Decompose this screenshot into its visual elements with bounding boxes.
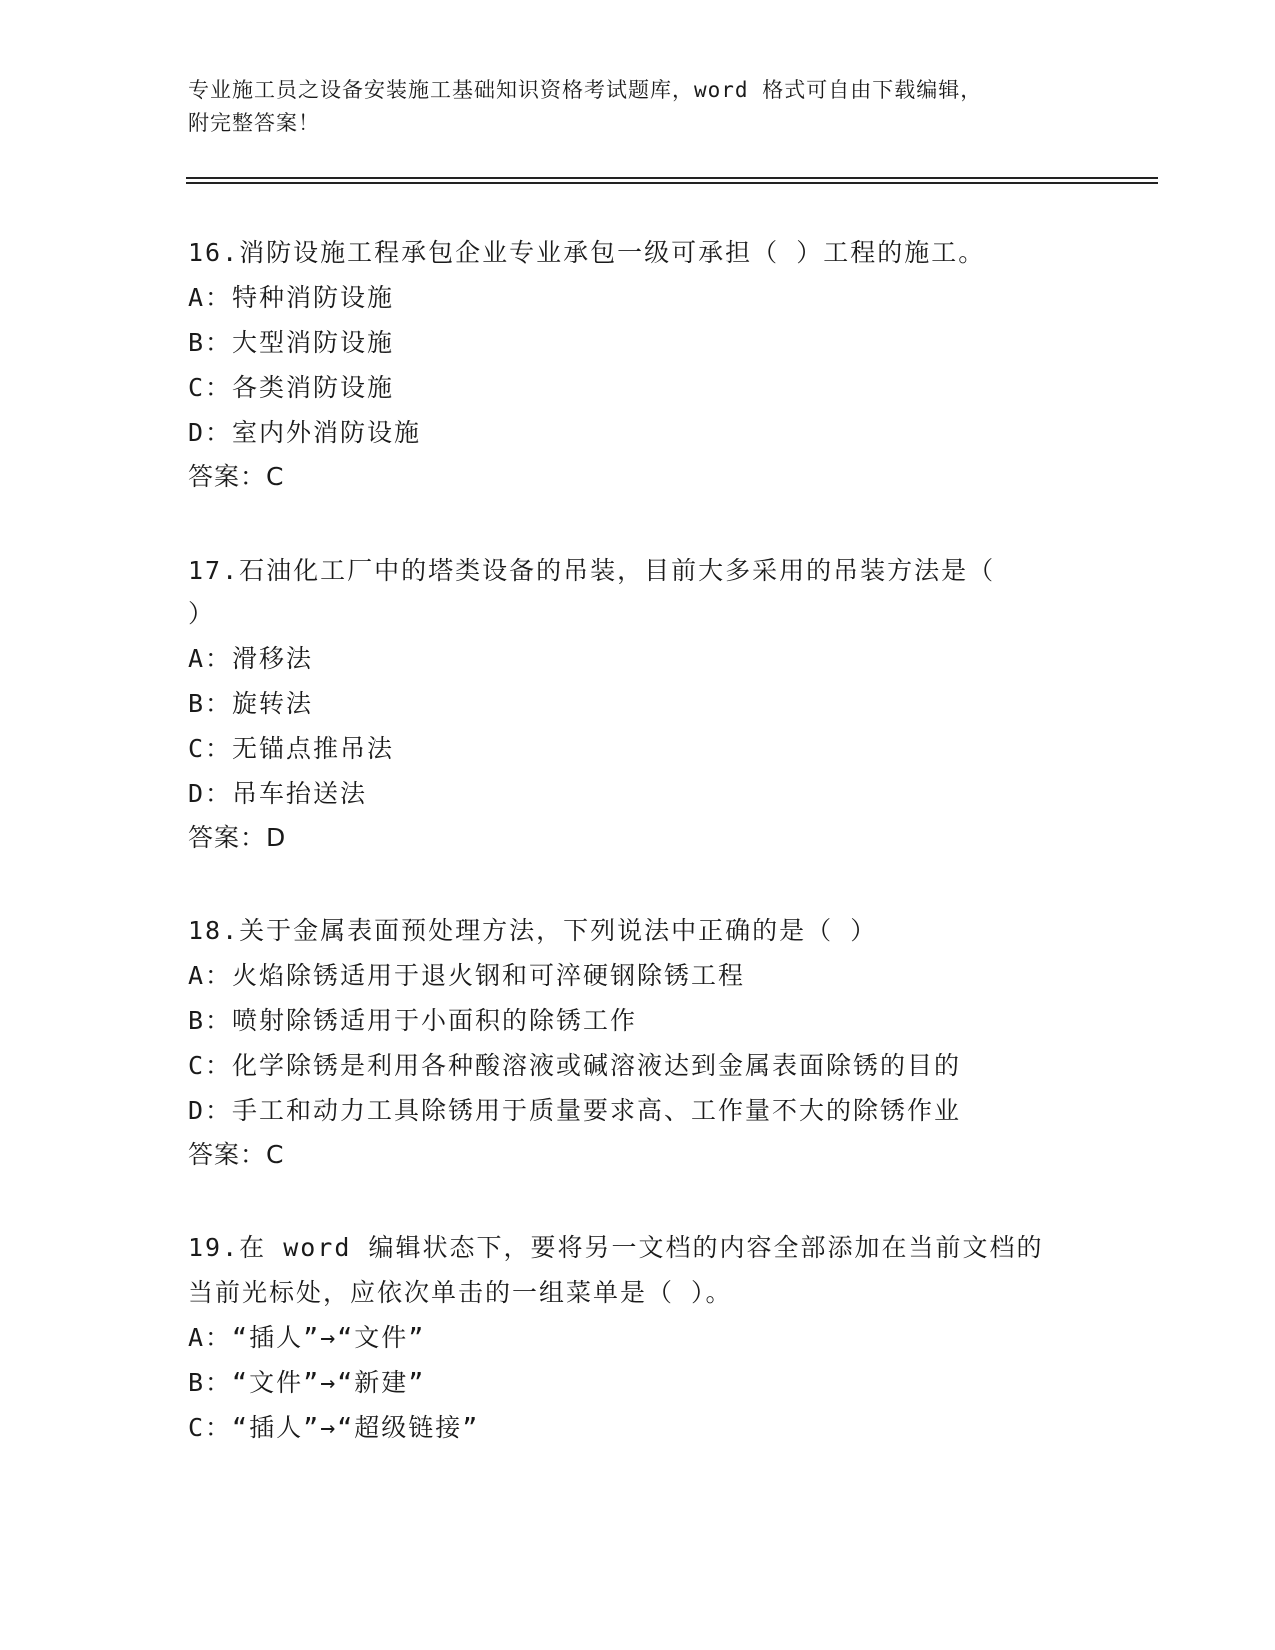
question-18-option-a: A：火焰除锈适用于退火钢和可淬硬钢除锈工程 bbox=[188, 961, 746, 990]
question-16-stem: 16.消防设施工程承包企业专业承包一级可承担（ ）工程的施工。 bbox=[188, 238, 986, 267]
document-header bbox=[188, 74, 1088, 140]
question-18-option-c: C：化学除锈是利用各种酸溶液或碱溶液达到金属表面除锈的目的 bbox=[188, 1051, 962, 1080]
question-19-stem: 19.在 word 编辑状态下，要将另一文档的内容全部添加在当前文档的 bbox=[188, 1233, 1044, 1262]
header-line-1: 专业施工员之设备安装施工基础知识资格考试题库，word 格式可自由下载编辑， bbox=[188, 78, 983, 102]
question-17-option-a: A：滑移法 bbox=[188, 644, 314, 673]
question-19-option-b: B：“文件”→“新建” bbox=[188, 1368, 426, 1397]
question-16-option-c: C：各类消防设施 bbox=[188, 373, 395, 402]
header-line-2: 附完整答案！ bbox=[188, 111, 320, 135]
question-16-option-b: B：大型消防设施 bbox=[188, 328, 395, 357]
question-17-stem-cont: ） bbox=[188, 599, 216, 628]
question-17-option-b: B：旋转法 bbox=[188, 689, 314, 718]
question-19-stem-cont: 当前光标处，应依次单击的一组菜单是（ ）。 bbox=[188, 1278, 733, 1307]
header-divider-bottom bbox=[186, 182, 1158, 184]
header-divider-top bbox=[186, 177, 1158, 179]
question-17-answer: 答案：D bbox=[188, 823, 287, 852]
question-18-option-b: B：喷射除锈适用于小面积的除锈工作 bbox=[188, 1006, 638, 1035]
question-16-option-a: A：特种消防设施 bbox=[188, 283, 395, 312]
question-16-option-d: D：室内外消防设施 bbox=[188, 418, 422, 447]
question-19-option-a: A：“插人”→“文件” bbox=[188, 1323, 426, 1352]
question-17-option-d: D：吊车抬送法 bbox=[188, 779, 368, 808]
question-19-option-c: C：“插人”→“超级链接” bbox=[188, 1413, 480, 1442]
question-17-stem: 17.石油化工厂中的塔类设备的吊装，目前大多采用的吊装方法是（ bbox=[188, 556, 996, 585]
question-18-answer: 答案：C bbox=[188, 1140, 285, 1169]
question-17-option-c: C：无锚点推吊法 bbox=[188, 734, 395, 763]
question-16-answer: 答案：C bbox=[188, 462, 285, 491]
question-18-option-d: D：手工和动力工具除锈用于质量要求高、工作量不大的除锈作业 bbox=[188, 1096, 962, 1125]
question-18-stem: 18.关于金属表面预处理方法，下列说法中正确的是（ ） bbox=[188, 916, 878, 945]
